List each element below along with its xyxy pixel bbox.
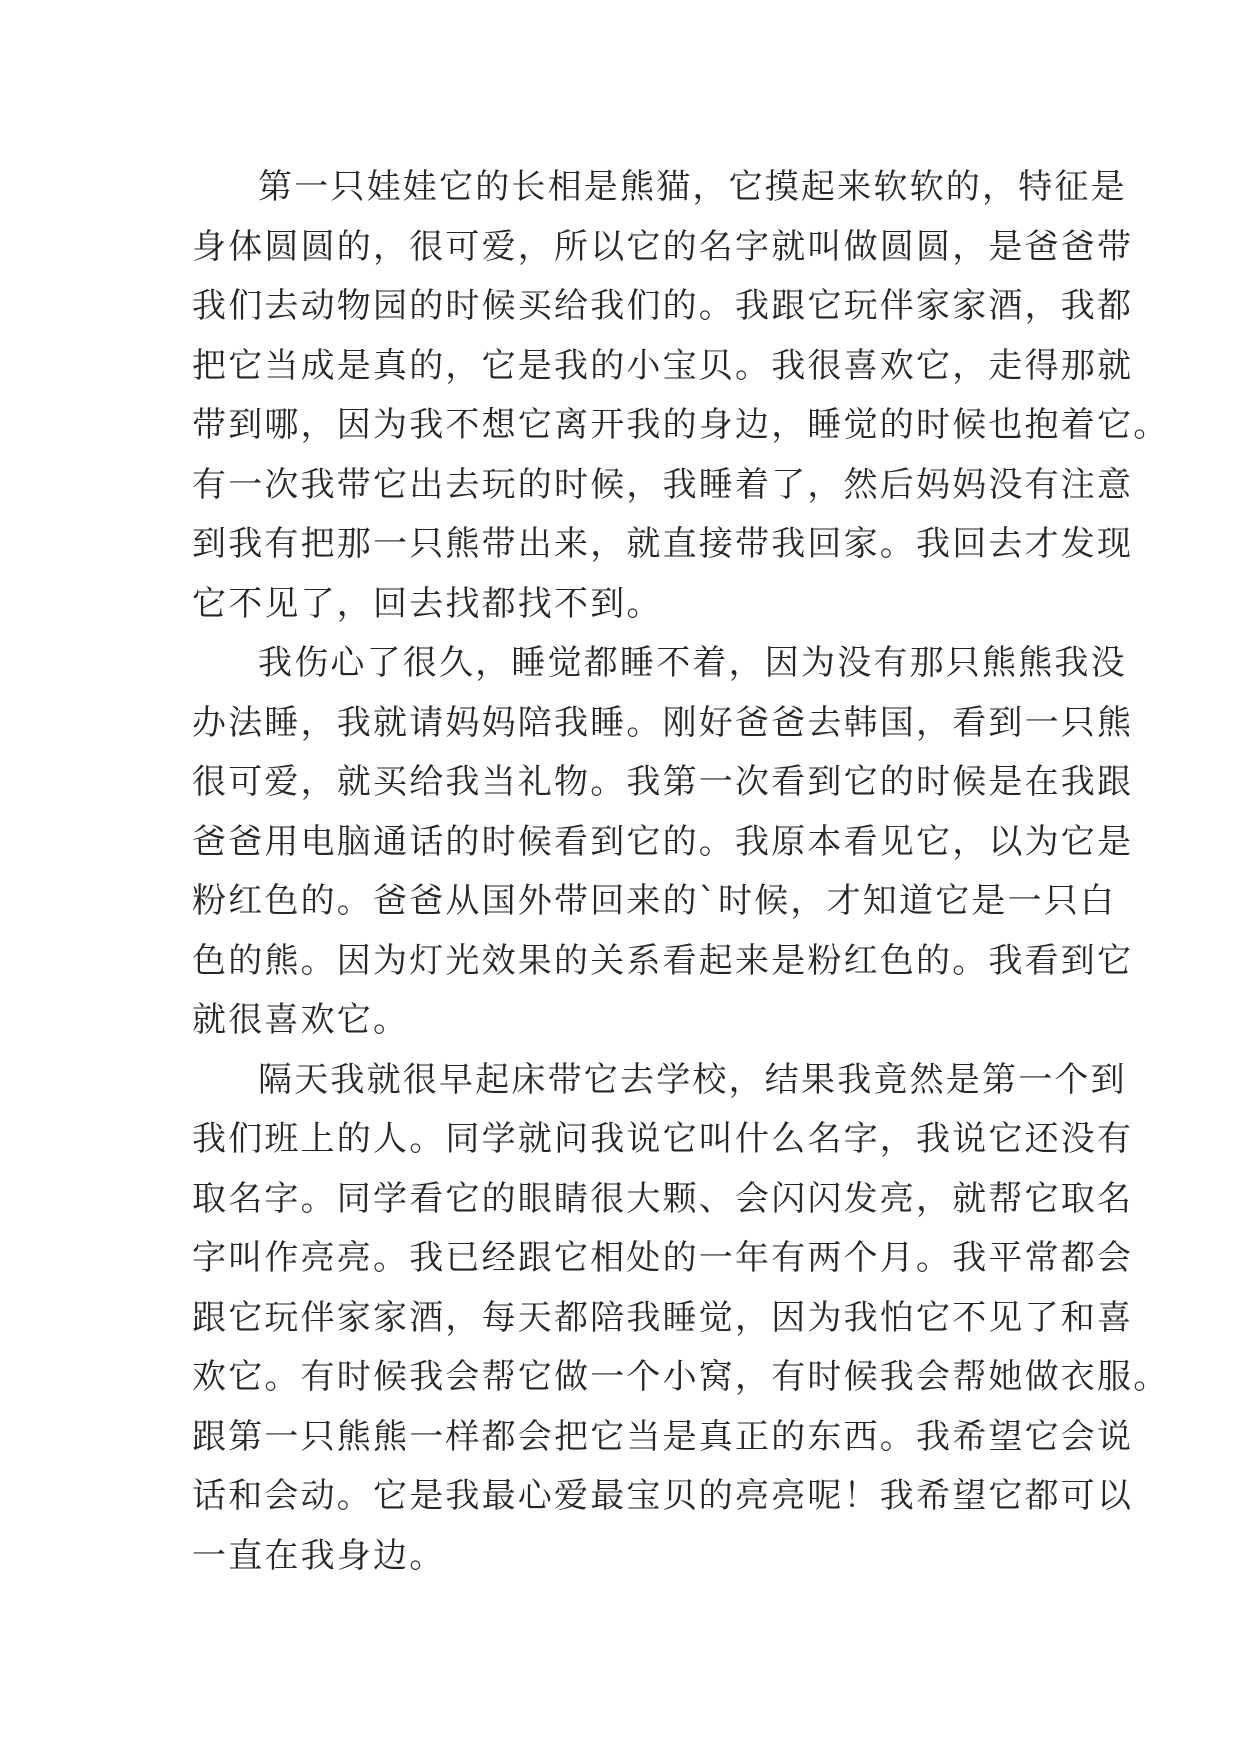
text-line: 爸爸用电脑通话的时候看到它的。我原本看见它，以为它是 bbox=[192, 821, 1134, 862]
text-line: 带到哪，因为我不想它离开我的身边，睡觉的时候也抱着它。 bbox=[192, 405, 1170, 445]
text-line: 字叫作亮亮。我已经跟它相处的一年有两个月。我平常都会 bbox=[192, 1238, 1134, 1278]
paragraph-2 bbox=[192, 634, 1134, 1051]
text-line: 取名字。同学看它的眼睛很大颗、会闪闪发亮，就帮它取名 bbox=[192, 1178, 1134, 1219]
text-line: 一直在我身边。 bbox=[192, 1535, 446, 1576]
text-line: 第一只娃娃它的长相是熊猫，它摸起来软软的，特征是 bbox=[258, 167, 1127, 207]
text-line: 欢它。有时候我会帮它做一个小窝，有时候我会帮她做衣服。 bbox=[192, 1357, 1170, 1397]
text-line: 粉红色的。爸爸从国外带回来的`时候，才知道它是一只白 bbox=[192, 881, 1117, 921]
paragraph-1 bbox=[192, 158, 1170, 634]
text-line: 跟它玩伴家家酒，每天都陪我睡觉，因为我怕它不见了和喜 bbox=[192, 1297, 1134, 1338]
text-line: 跟第一只熊熊一样都会把它当是真正的东西。我希望它会说 bbox=[192, 1416, 1134, 1457]
text-line: 隔天我就很早起床带它去学校，结果我竟然是第一个到 bbox=[258, 1059, 1127, 1100]
text-line: 把它当成是真的，它是我的小宝贝。我很喜欢它，走得那就 bbox=[192, 345, 1134, 386]
text-line: 我伤心了很久，睡觉都睡不着，因为没有那只熊熊我没 bbox=[258, 643, 1127, 683]
text-line: 很可爱，就买给我当礼物。我第一次看到它的时候是在我跟 bbox=[192, 762, 1134, 802]
text-line: 话和会动。它是我最心爱最宝贝的亮亮呢！我希望它都可以 bbox=[192, 1476, 1134, 1516]
paragraph-3 bbox=[192, 1051, 1170, 1587]
text-line: 我们班上的人。同学就问我说它叫什么名字，我说它还没有 bbox=[192, 1119, 1134, 1159]
text-line: 我们去动物园的时候买给我们的。我跟它玩伴家家酒，我都 bbox=[192, 286, 1134, 326]
text-line: 它不见了，回去找都找不到。 bbox=[192, 583, 663, 624]
text-line: 办法睡，我就请妈妈陪我睡。刚好爸爸去韩国，看到一只熊 bbox=[192, 702, 1134, 743]
text-line: 有一次我带它出去玩的时候，我睡着了，然后妈妈没有注意 bbox=[192, 464, 1134, 505]
text-line: 色的熊。因为灯光效果的关系看起来是粉红色的。我看到它 bbox=[192, 940, 1134, 981]
text-line: 就很喜欢它。 bbox=[192, 1000, 410, 1040]
text-line: 身体圆圆的，很可爱，所以它的名字就叫做圆圆，是爸爸带 bbox=[192, 226, 1134, 267]
body-text bbox=[192, 158, 1170, 1586]
text-line: 到我有把那一只熊带出来，就直接带我回家。我回去才发现 bbox=[192, 524, 1134, 564]
